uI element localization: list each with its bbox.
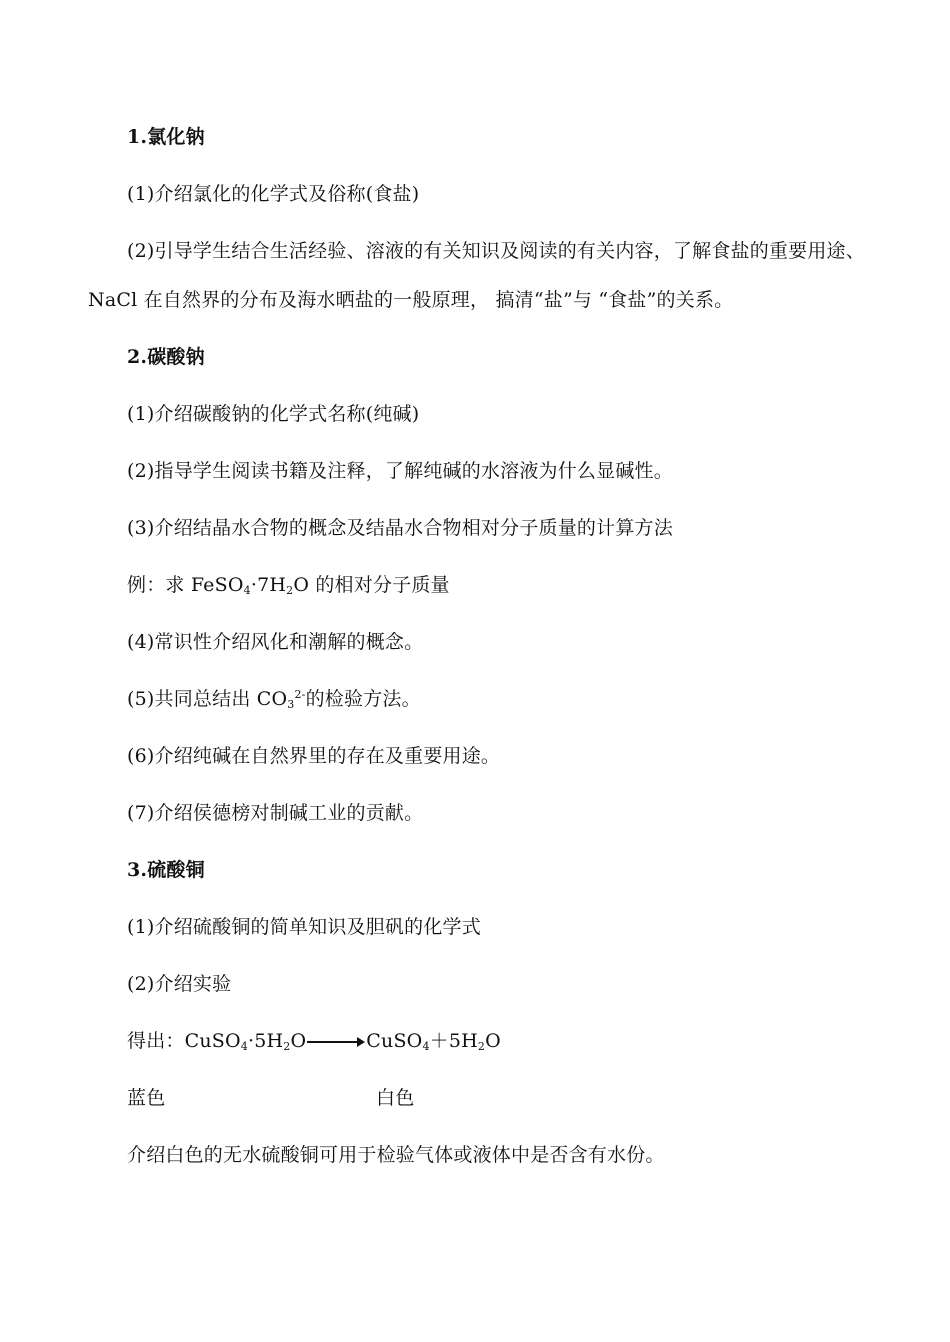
equation-sub-3: 4: [422, 1040, 430, 1053]
na2co3-item-6: (6)介绍纯碱在自然界里的存在及重要用途。: [127, 745, 501, 767]
item5-suffix: 的检验方法。: [305, 688, 421, 710]
equation-right-3: O: [485, 1030, 501, 1052]
na2co3-example: [127, 573, 450, 597]
item5-prefix: (5)共同总结出 CO: [127, 688, 288, 710]
section-heading-cuso4: 3.硫酸铜: [127, 859, 205, 881]
reaction-arrow-icon: [307, 1036, 365, 1048]
section-heading-nacl: 1.氯化钠: [127, 126, 205, 148]
na2co3-item-5: [127, 687, 421, 711]
color-label-blue: 蓝色: [127, 1087, 166, 1109]
example-suffix: O 的相对分子质量: [293, 574, 450, 596]
cuso4-note: 介绍白色的无水硫酸铜可用于检验气体或液体中是否含有水份。: [127, 1144, 665, 1166]
na2co3-item-1: (1)介绍碳酸钠的化学式名称(纯碱): [127, 403, 420, 425]
nacl-item-2-line-1: (2)引导学生结合生活经验、溶液的有关知识及阅读的有关内容，了解食盐的重要用途、: [127, 240, 865, 262]
equation-prefix: 得出：CuSO: [127, 1030, 241, 1052]
nacl-item-2-line-2: NaCl 在自然界的分布及海水晒盐的一般原理， 搞清“盐”与 “食盐”的关系。: [88, 289, 734, 311]
section-heading-na2co3: 2.碳酸钠: [127, 346, 205, 368]
item5-sub: 3: [287, 698, 295, 711]
nacl-item-1: (1)介绍氯化的化学式及俗称(食盐): [127, 183, 420, 205]
equation-right-1: CuSO: [366, 1030, 423, 1052]
example-sub-1: 4: [243, 584, 251, 597]
example-prefix: 例：求 FeSO: [127, 574, 244, 596]
equation-sub-1: 4: [240, 1040, 248, 1053]
equation-right-2: ＋5H: [429, 1030, 478, 1052]
item5-sup: 2-: [294, 688, 306, 701]
na2co3-item-2: (2)指导学生阅读书籍及注释，了解纯碱的水溶液为什么显碱性。: [127, 460, 673, 482]
equation-sub-4: 2: [477, 1040, 486, 1053]
equation-mid-2: O: [290, 1030, 307, 1052]
equation-mid-1: ·5H: [247, 1030, 284, 1052]
color-label-white: 白色: [376, 1087, 415, 1109]
cuso4-item-2: (2)介绍实验: [127, 973, 232, 995]
equation-sub-2: 2: [283, 1040, 291, 1053]
example-middle: ·7H: [250, 574, 287, 596]
example-sub-2: 2: [286, 584, 294, 597]
na2co3-item-7: (7)介绍侯德榜对制碱工业的贡献。: [127, 802, 424, 824]
cuso4-equation: [127, 1029, 501, 1053]
na2co3-item-4: (4)常识性介绍风化和潮解的概念。: [127, 631, 424, 653]
cuso4-item-1: (1)介绍硫酸铜的简单知识及胆矾的化学式: [127, 916, 481, 938]
na2co3-item-3: (3)介绍结晶水合物的概念及结晶水合物相对分子质量的计算方法: [127, 517, 673, 539]
